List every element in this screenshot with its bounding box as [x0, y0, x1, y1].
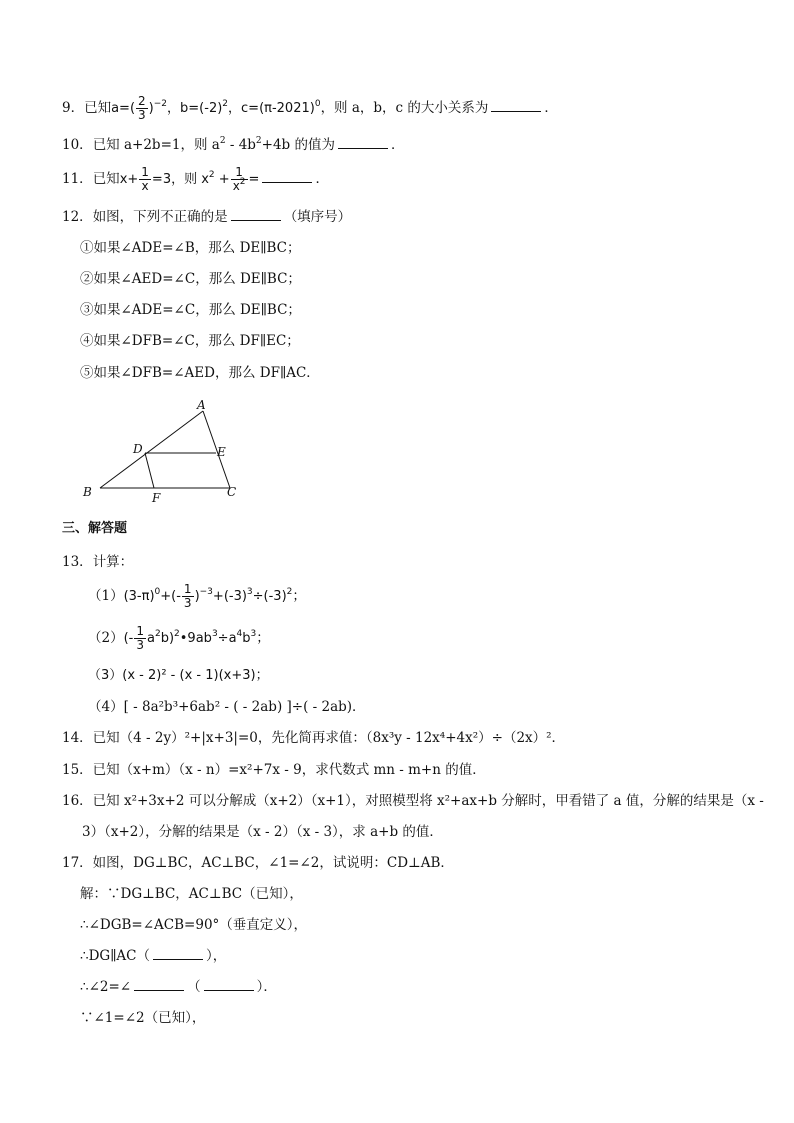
q11-frac2-den-exp: 2: [239, 177, 246, 187]
q10-exp-2: 2: [255, 136, 262, 146]
q11-eq: =3，则 x: [151, 172, 209, 187]
q13-p1-b-end: ): [194, 589, 200, 604]
q10-exp-1: 2: [219, 136, 226, 146]
q13-p2-b: b): [160, 631, 175, 646]
q9-number: 9．: [62, 100, 85, 116]
q17-line-2: 解：∵DG⊥BC，AC⊥BC（已知），: [80, 886, 303, 902]
q13-p2-expr: [123, 624, 257, 652]
q10-text-a: 已知 a+2b=1，则 a: [92, 137, 220, 153]
q11-frac2-num: 1: [231, 166, 248, 180]
q10-text-c: +4b 的值为: [261, 137, 335, 153]
segment-df: [145, 453, 154, 488]
q13-p2-a2-exp: 2: [154, 629, 161, 639]
q12-option-2: ②如果∠AED=∠C，那么 DE∥BC；: [80, 271, 301, 287]
q12-option-4: ④如果∠DFB=∠C，那么 DF∥EC；: [80, 333, 300, 349]
q13-p1-c-exp: 3: [246, 587, 253, 597]
question-14: 14．已知（4 - 2y）²+|x+3|=0，先化简再求值：（8x³y - 12x⁴+4x²）÷（2x）²．: [62, 730, 566, 746]
q12-number: 12．: [62, 209, 93, 225]
label-d: D: [133, 442, 143, 456]
geometry-figure: [75, 392, 255, 507]
q17-line-3: ∴∠DGB=∠ACB=90°（垂直定义），: [80, 917, 308, 933]
section-heading: 三、解答题: [62, 521, 128, 536]
q11-answer-blank[interactable]: [262, 170, 312, 183]
q11-frac1-den: x: [141, 179, 149, 193]
q13-p2-fraction: [134, 625, 146, 652]
q13-p1-a-exp: 0: [154, 587, 161, 597]
label-f: F: [152, 491, 161, 505]
q9-b: ，b=(-2): [167, 101, 223, 116]
q13-p2-e-exp: 3: [250, 629, 257, 639]
q13-p1-tag: （1）: [88, 588, 124, 604]
q9-a-pre: a=(: [111, 101, 136, 116]
question-13: [62, 552, 133, 572]
question-9: [62, 95, 558, 122]
q9-fraction: [136, 95, 148, 122]
label-b: B: [83, 485, 92, 499]
q9-answer-blank[interactable]: [491, 99, 541, 112]
question-17: 17．如图，DG⊥BC，AC⊥BC，∠1=∠2，试说明：CD⊥AB．: [62, 855, 454, 871]
q17-line5-b: （: [187, 979, 201, 995]
q12-option-5: ⑤如果∠DFB=∠AED，那么 DF∥AC．: [80, 365, 320, 381]
q13-p2-e: b: [242, 631, 251, 646]
q17-blank-1[interactable]: [153, 947, 203, 960]
q13-p2-tag: （2）: [88, 630, 124, 646]
q9-a-exp: −2: [153, 99, 168, 109]
q13-p1-frac-num: 1: [183, 582, 192, 596]
q11-frac1-num: 1: [141, 165, 149, 179]
q9-a-post: ): [148, 101, 154, 116]
q9-b-exp: 2: [222, 99, 229, 109]
q13-number: 13．: [62, 554, 93, 570]
q10-end: ．: [391, 137, 405, 153]
q13-p2-c-exp: 3: [211, 629, 218, 639]
q11-plus: +: [214, 172, 230, 187]
q17-line-6: ∵∠1=∠2（已知），: [80, 1010, 206, 1026]
q9-tail: ，则 a，b，c 的大小关系为: [320, 100, 489, 116]
q17-line4-a: ∴DG∥AC（: [80, 948, 151, 964]
q13-p1-fraction: [182, 583, 194, 610]
q13-p2-frac-den: 3: [136, 638, 144, 652]
q13-p1-frac-den: 3: [183, 596, 192, 610]
q11-fraction-2: [231, 166, 248, 193]
q11-frac2-den-x: x: [232, 179, 240, 193]
q11-exp: 2: [208, 170, 215, 180]
q17-line5-a: ∴∠2=∠: [80, 979, 132, 995]
q11-fraction-1: [139, 166, 151, 193]
q13-part-4: （4）[ - 8a²b³+6ab² - ( - 2ab) ]÷( - 2ab)．: [88, 699, 366, 715]
q10-answer-blank[interactable]: [338, 136, 388, 149]
q17-line-4: [80, 946, 226, 966]
q13-p2-c: •9ab: [179, 631, 212, 646]
q11-end: ．: [315, 171, 329, 187]
question-11: [62, 166, 329, 193]
q13-p1-b: +(-: [160, 589, 181, 604]
q17-blank-3[interactable]: [204, 978, 254, 991]
q11-frac2-den: [231, 177, 248, 193]
q9-expr: [111, 94, 321, 122]
q9-c: ，c=(π-2021): [228, 101, 315, 116]
q11-number: 11．: [62, 171, 93, 187]
q13-p2-frac-num: 1: [136, 624, 144, 638]
q13-p1-d-exp: 2: [286, 587, 293, 597]
q13-part-3: （3）(x - 2)² - (x - 1)(x+3)；: [88, 668, 269, 683]
q13-title: 计算：: [92, 554, 134, 570]
q13-p1-b-exp: −3: [199, 587, 213, 597]
q13-part-2: [88, 625, 270, 652]
q12-tail: （填序号）: [283, 209, 352, 225]
label-a: A: [197, 398, 206, 412]
q13-p2-end: ；: [256, 630, 270, 646]
q13-p1-expr: [123, 582, 293, 610]
q11-eq2: =: [248, 172, 260, 187]
q13-p2-a: (-: [123, 631, 134, 646]
q13-p2-a2: a: [147, 631, 155, 646]
q13-p2-d: ÷a: [217, 631, 237, 646]
q17-line4-b: ），: [206, 948, 227, 964]
q17-blank-2[interactable]: [134, 978, 184, 991]
q10-text-b: - 4b: [225, 137, 256, 153]
q9-frac-den: 3: [138, 108, 146, 122]
q12-answer-blank[interactable]: [231, 208, 281, 221]
q11-expr: [119, 165, 260, 193]
q17-line-5: [80, 977, 277, 997]
question-16-line-2: 3）（x+2），分解的结果是（x - 2）（x - 3），求 a+b 的值．: [82, 824, 443, 840]
question-10: [62, 135, 405, 155]
q13-p2-d-exp: 4: [236, 629, 243, 639]
q9-end: ．: [544, 100, 558, 116]
question-16-line-1: 16．已知 x²+3x+2 可以分解成（x+2）（x+1），对照模型将 x²+ax+b 分解时，甲看错了 a 值，分解的结果是（x -: [62, 793, 764, 809]
q9-text: 已知: [84, 100, 112, 116]
q10-number: 10．: [62, 137, 93, 153]
q9-frac-num: 2: [138, 94, 146, 108]
q13-p1-end: ；: [292, 588, 306, 604]
q9-c-exp: 0: [314, 99, 321, 109]
q13-p1-a: (3-π): [123, 589, 155, 604]
q13-p1-d: ÷(-3): [252, 589, 287, 604]
question-15: 15．已知（x+m）（x - n）=x²+7x - 9，求代数式 mn - m+n 的值．: [62, 762, 486, 778]
q12-option-3: ③如果∠ADE=∠C，那么 DE∥BC；: [80, 302, 301, 318]
q12-option-1: ①如果∠ADE=∠B，那么 DE∥BC；: [80, 240, 301, 256]
q17-line5-c: ）．: [256, 979, 277, 995]
q11-x-plus: x+: [119, 172, 139, 187]
label-c: C: [227, 485, 237, 499]
q13-p1-c: +(-3): [212, 589, 247, 604]
q11-text: 已知: [92, 171, 120, 187]
q12-text: 如图，下列不正确的是: [92, 209, 228, 225]
q13-part-1: [88, 583, 306, 610]
label-e: E: [217, 445, 226, 459]
question-12: [62, 207, 351, 227]
q13-p2-b-exp: 2: [174, 629, 180, 639]
